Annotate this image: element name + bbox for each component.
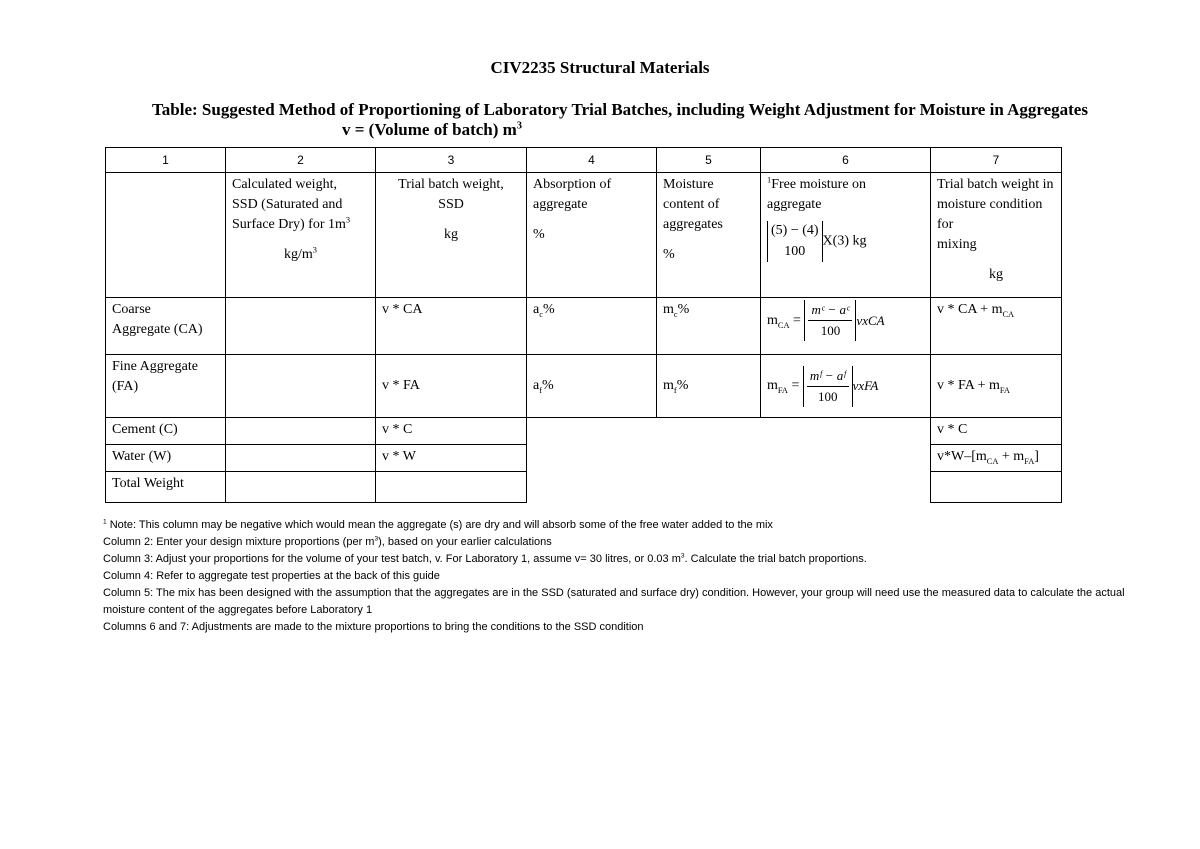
ca-col6-tail: vxCA bbox=[856, 312, 885, 328]
ca-col4-a: a bbox=[533, 302, 540, 317]
fa-col7-sub: FA bbox=[999, 385, 1010, 395]
c-blank-span bbox=[527, 418, 931, 503]
header-cell-7 bbox=[931, 173, 1062, 298]
fa-col7 bbox=[931, 355, 1062, 418]
note-2 bbox=[103, 534, 1163, 551]
ca-col4 bbox=[527, 298, 657, 355]
fa-col5-pct: % bbox=[676, 378, 689, 393]
w-col7-sub2: FA bbox=[1024, 456, 1035, 466]
w-col7-sub1: CA bbox=[986, 456, 999, 466]
col-number-5: 5 bbox=[657, 148, 761, 173]
ca-col6-den: 100 bbox=[820, 323, 841, 338]
batch-volume-text: v = (Volume of batch) m bbox=[342, 120, 517, 139]
h2-line3-text: Surface Dry) for 1m bbox=[232, 217, 346, 232]
ca-label-line1: Coarse bbox=[112, 302, 151, 317]
fa-col6-frac bbox=[807, 366, 849, 407]
table-caption: Table: Suggested Method of Proportioning of Laboratory Trial Batches, including Weight Adjustment for Moisture in Aggregates bbox=[152, 100, 1088, 119]
note-2-prefix: Column 2: Enter your design mixture proportions (per m bbox=[103, 536, 375, 548]
col-number-3: 3 bbox=[376, 148, 527, 173]
t-col2 bbox=[226, 472, 376, 503]
note-4: Column 4: Refer to aggregate test properties at the back of this guide bbox=[103, 570, 440, 582]
ca-col6 bbox=[761, 298, 931, 355]
note-3-prefix: Column 3: Adjust your proportions for the volume of your test batch, v. For Laboratory 1, assume v= 30 litres, or 0.03 m bbox=[103, 553, 681, 565]
w-col7-end: ] bbox=[1034, 449, 1039, 464]
note-3-suffix: . Calculate the trial batch proportions. bbox=[684, 553, 867, 565]
t-label: Total Weight bbox=[106, 472, 226, 503]
fa-col6-bracket bbox=[803, 366, 853, 407]
fa-col6 bbox=[761, 355, 931, 418]
fa-col4 bbox=[527, 355, 657, 418]
h2-unit-sup: 3 bbox=[312, 245, 317, 255]
c-col3: v * C bbox=[376, 418, 527, 445]
fa-label bbox=[106, 355, 226, 418]
ca-col4-pct: % bbox=[542, 302, 555, 317]
h4-unit: % bbox=[533, 227, 545, 242]
h6-line2: aggregate bbox=[767, 197, 822, 212]
ca-col5-m: m bbox=[663, 302, 674, 317]
h2-unit-text: kg/m bbox=[284, 247, 313, 262]
h6-formula-tail: X(3) kg bbox=[822, 233, 867, 249]
note-1 bbox=[103, 517, 1163, 534]
ca-col2 bbox=[226, 298, 376, 355]
h3-line1: Trial batch weight, bbox=[398, 177, 504, 192]
table-row-fine-aggregate bbox=[106, 355, 1062, 418]
note-1-text: Note: This column may be negative which would mean the aggregate (s) are dry and will absorb some of the free water added to the mix bbox=[106, 519, 773, 531]
ca-col7-sub: CA bbox=[1002, 309, 1015, 319]
header-cell-2 bbox=[226, 173, 376, 298]
header-cell-5 bbox=[657, 173, 761, 298]
header-cell-1 bbox=[106, 173, 226, 298]
h2-unit bbox=[232, 245, 369, 265]
h2-line3 bbox=[232, 215, 369, 235]
fa-col5-sub: f bbox=[673, 385, 677, 395]
w-col7-text: v*W–[m bbox=[937, 449, 987, 464]
proportioning-table bbox=[105, 147, 1062, 503]
header-cell-3 bbox=[376, 173, 527, 298]
h6-formula-den: 100 bbox=[784, 244, 806, 259]
h7-line3: mixing bbox=[937, 237, 977, 252]
h3-unit: kg bbox=[444, 227, 458, 242]
h7-line2: moisture condition for bbox=[937, 197, 1043, 232]
h5-unit: % bbox=[663, 247, 675, 262]
fa-col6-den: 100 bbox=[817, 388, 838, 404]
ca-col3: v * CA bbox=[376, 298, 527, 355]
fa-label-line2: (FA) bbox=[112, 379, 139, 394]
fa-col3: v * FA bbox=[376, 355, 527, 418]
h6-line1 bbox=[767, 175, 924, 195]
fa-col6-m-sub: FA bbox=[777, 385, 788, 395]
h6-sup: 1 bbox=[767, 175, 772, 185]
ca-col6-bracket bbox=[804, 300, 856, 341]
fa-col6-num: mᶠ − aᶠ bbox=[807, 366, 849, 387]
w-col7 bbox=[931, 445, 1062, 472]
h6-formula-bracket bbox=[767, 221, 823, 262]
h6-formula-num: (5) − (4) bbox=[771, 223, 819, 238]
c-label: Cement (C) bbox=[106, 418, 226, 445]
note-1-sup: 1 bbox=[103, 518, 107, 526]
ca-label bbox=[106, 298, 226, 355]
h2-line3-sup: 3 bbox=[345, 215, 351, 225]
note-2-sup: 3 bbox=[374, 535, 379, 543]
h6-line1-text: Free moisture on bbox=[771, 177, 867, 192]
h4-line1: Absorption of bbox=[533, 177, 612, 192]
ca-col6-lhs bbox=[767, 313, 801, 328]
table-row-coarse-aggregate bbox=[106, 298, 1062, 355]
h5-line2: content of bbox=[663, 197, 720, 212]
header-cell-6 bbox=[761, 173, 931, 298]
header-cell-4 bbox=[527, 173, 657, 298]
ca-col6-eq: = bbox=[789, 312, 801, 328]
t-col7 bbox=[931, 472, 1062, 503]
column-number-row bbox=[106, 148, 1062, 173]
c-col7: v * C bbox=[931, 418, 1062, 445]
col-number-4: 4 bbox=[527, 148, 657, 173]
fa-col6-tail: vxFA bbox=[852, 378, 879, 393]
h2-line1: Calculated weight, bbox=[232, 177, 337, 192]
batch-volume-caption bbox=[342, 120, 522, 140]
c-col2 bbox=[226, 418, 376, 445]
fa-col4-sub: f bbox=[539, 385, 543, 395]
batch-volume-sup: 3 bbox=[516, 120, 522, 132]
note-2-suffix: ), based on your earlier calculations bbox=[378, 536, 552, 548]
col-number-2: 2 bbox=[226, 148, 376, 173]
note-5: Column 5: The mix has been designed with the assumption that the aggregates are in the SSD (saturated and surface dry) condition. However, your group will need use the measured data to calculate the actual moisture content of the aggregates before Laboratory 1 bbox=[103, 587, 1125, 616]
document-title: CIV2235 Structural Materials bbox=[490, 58, 710, 77]
col-number-6: 6 bbox=[761, 148, 931, 173]
ca-col5-sub: c bbox=[673, 309, 678, 319]
w-col2 bbox=[226, 445, 376, 472]
ca-col7 bbox=[931, 298, 1062, 355]
w-col3: v * W bbox=[376, 445, 527, 472]
note-3 bbox=[103, 551, 1163, 568]
ca-col7-text: v * CA + m bbox=[937, 302, 1003, 317]
fa-col7-text: v * FA + m bbox=[937, 378, 1000, 393]
fa-col6-m: m bbox=[767, 378, 778, 393]
ca-col6-m: m bbox=[767, 312, 778, 328]
fa-col5 bbox=[657, 355, 761, 418]
col-number-1: 1 bbox=[106, 148, 226, 173]
note-3-sup: 3 bbox=[680, 552, 685, 560]
col-number-7: 7 bbox=[931, 148, 1062, 173]
ca-col6-num: mᶜ − aᶜ bbox=[808, 300, 852, 321]
notes-section bbox=[103, 517, 1163, 636]
ca-col5 bbox=[657, 298, 761, 355]
ca-col5-pct: % bbox=[677, 302, 690, 317]
h6-formula-frac bbox=[771, 221, 819, 262]
h7-line1: Trial batch weight in bbox=[937, 177, 1054, 192]
h5-line3: aggregates bbox=[663, 217, 723, 232]
h7-unit: kg bbox=[989, 267, 1003, 282]
note-6: Columns 6 and 7: Adjustments are made to the mixture proportions to bring the conditions to the SSD condition bbox=[103, 621, 644, 633]
fa-col2 bbox=[226, 355, 376, 418]
h5-line1: Moisture bbox=[663, 177, 714, 192]
h6-formula bbox=[767, 221, 924, 262]
t-col3 bbox=[376, 472, 527, 503]
ca-col6-frac bbox=[808, 300, 852, 341]
ca-col6-m-sub: CA bbox=[777, 320, 790, 330]
ca-label-line2: Aggregate (CA) bbox=[112, 322, 203, 337]
h4-line2: aggregate bbox=[533, 197, 588, 212]
fa-col5-m: m bbox=[663, 378, 674, 393]
fa-col6-eq: = bbox=[787, 378, 800, 393]
w-col7-mid: + m bbox=[998, 449, 1025, 464]
h3-line2: SSD bbox=[438, 197, 464, 212]
fa-col6-lhs bbox=[767, 378, 799, 393]
header-row bbox=[106, 173, 1062, 298]
fa-label-line1: Fine Aggregate bbox=[112, 359, 198, 374]
fa-col4-pct: % bbox=[542, 378, 554, 393]
ca-col4-sub: c bbox=[539, 309, 543, 319]
w-label: Water (W) bbox=[106, 445, 226, 472]
h2-line2: SSD (Saturated and bbox=[232, 197, 343, 212]
table-row-cement bbox=[106, 418, 1062, 445]
fa-col4-a: a bbox=[533, 378, 540, 393]
